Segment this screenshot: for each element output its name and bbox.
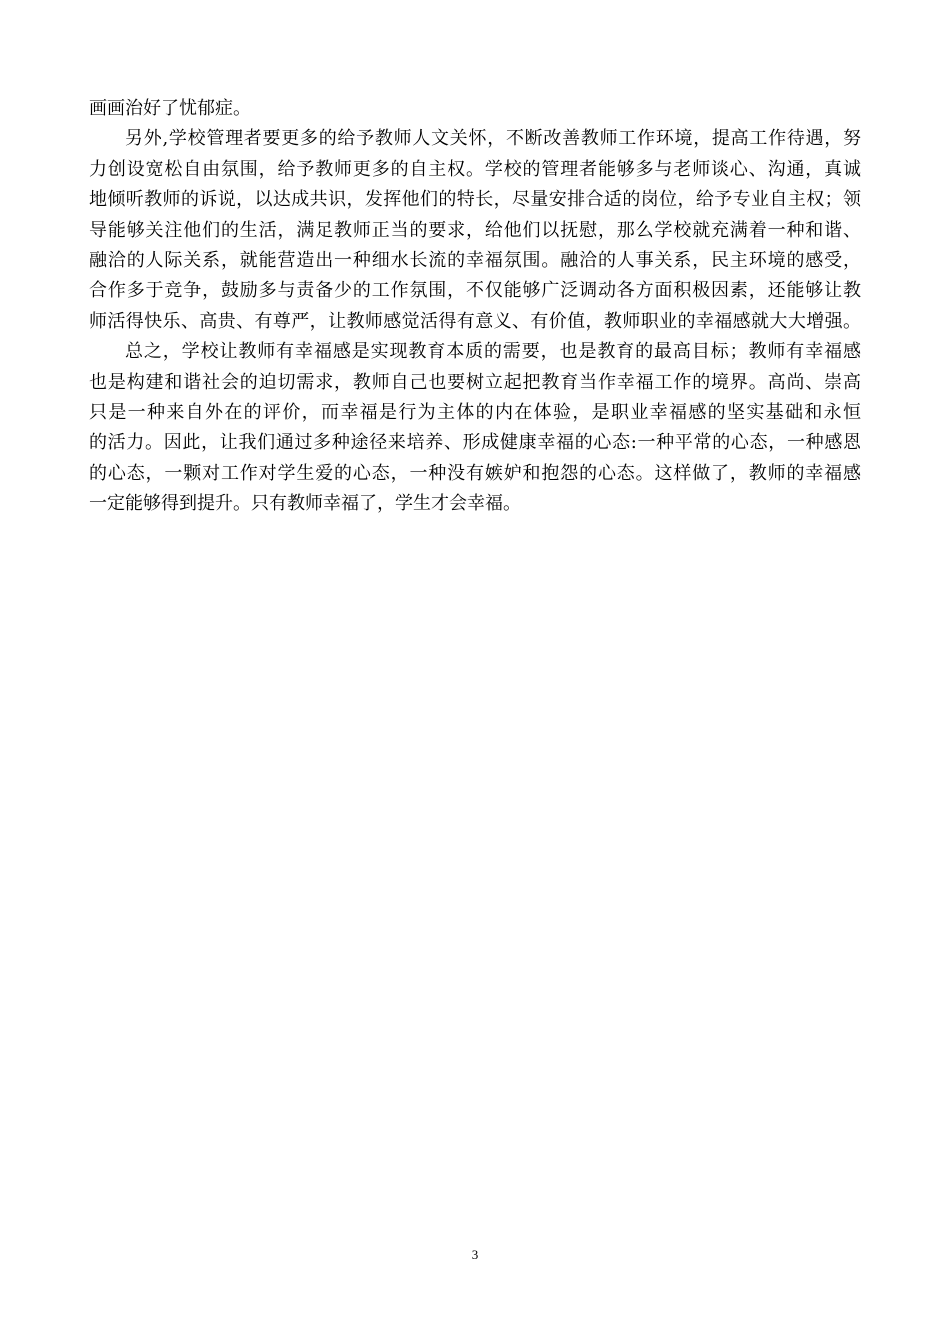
text-line: 一定能够得到提升。只有教师幸福了，学生才会幸福。 [89,493,521,515]
text-line: 总之，学校让教师有幸福感是实现教育本质的需要，也是教育的最高目标；教师有幸福感 [125,341,861,363]
text-line: 画画治好了忧郁症。 [89,98,251,119]
text-line: 另外,学校管理者要更多的给予教师人文关怀，不断改善教师工作环境，提高工作待遇，努 [125,128,861,150]
text-line: 师活得快乐、高贵、有尊严，让教师感觉活得有意义、有价值，教师职业的幸福感就大大增强。 [89,310,861,332]
text-line: 只是一种来自外在的评价，而幸福是行为主体的内在体验，是职业幸福感的坚实基础和永恒 [89,401,861,423]
text-line: 的心态，一颗对工作对学生爱的心态，一种没有嫉妒和抱怨的心态。这样做了，教师的幸福感 [89,462,861,484]
text-line: 力创设宽松自由氛围，给予教师更多的自主权。学校的管理者能够多与老师谈心、沟通，真诚 [89,158,861,180]
text-line: 地倾听教师的诉说，以达成共识，发挥他们的特长，尽量安排合适的岗位，给予专业自主权；领 [89,189,861,211]
text-line: 融洽的人际关系，就能营造出一种细水长流的幸福氛围。融洽的人事关系，民主环境的感受， [89,249,861,271]
text-line: 也是构建和谐社会的迫切需求，教师自己也要树立起把教育当作幸福工作的境界。高尚、崇高 [89,371,861,393]
text-line: 合作多于竞争，鼓励多与责备少的工作氛围，不仅能够广泛调动各方面积极因素，还能够让教 [89,280,861,302]
page-number: 3 [471,1247,479,1262]
text-line: 的活力。因此，让我们通过多种途径来培养、形成健康幸福的心态:一种平常的心态，一种感恩 [89,432,861,454]
text-line: 导能够关注他们的生活，满足教师正当的要求，给他们以抚慰，那么学校就充满着一种和谐、 [89,219,861,241]
body-text [89,94,861,519]
